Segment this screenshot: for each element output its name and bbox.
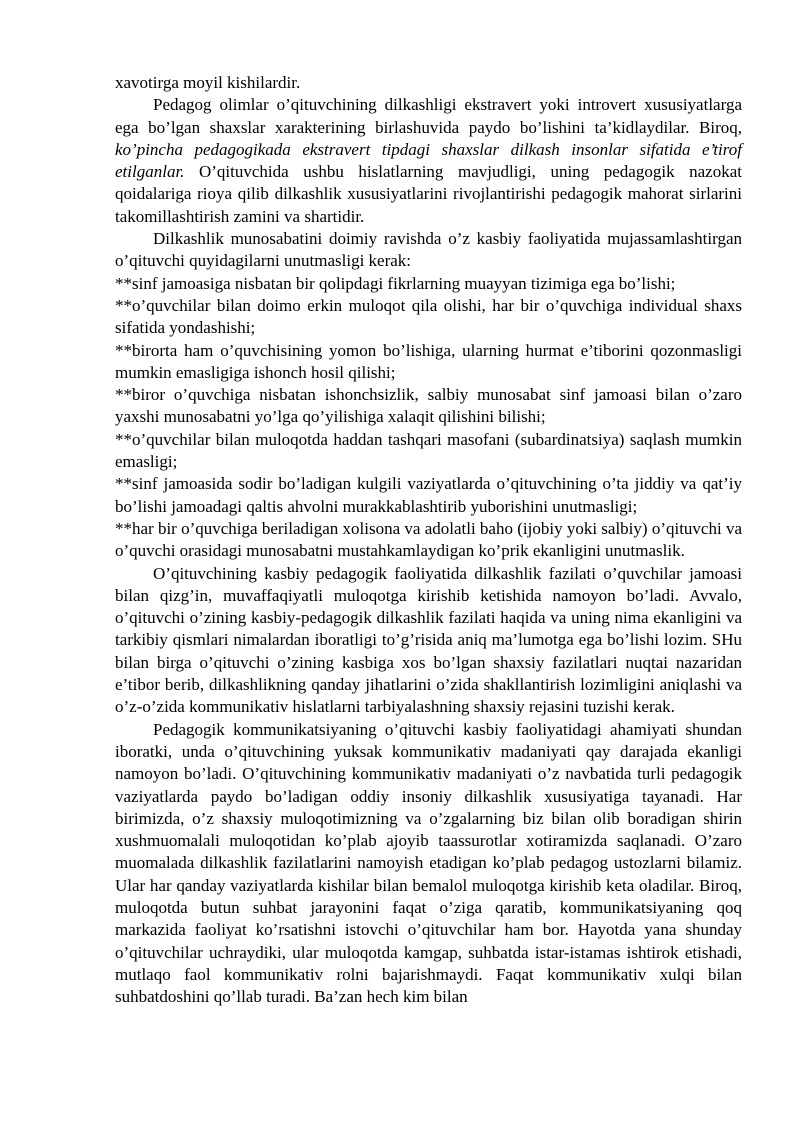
document-page <box>115 72 742 1008</box>
list-item: **har bir o’quvchiga beriladigan xolisona va adolatli baho (ijobiy yoki salbiy) o’qituvchi va o’quvchi orasidagi munosabatni mustahkamlaydigan ko’prik ekanligini unutmaslik. <box>115 518 742 561</box>
paragraph-introvert-extravert <box>115 94 742 228</box>
list-item: **o’quvchilar bilan muloqotda haddan tashqari masofani (subardinatsiya) saqlash mumkin emasligi; <box>115 429 742 472</box>
paragraph-dilkashlik-fazilati: O’qituvchining kasbiy pedagogik faoliyatida dilkashlik fazilati o’quvchilar jamoasi bilan qizg’in, muvaffaqiyatli muloqotga kirishib ketishida namoyon bo’ladi. Avvalo, o’qituvchi o’zining kasbiy-pedagogik dilkashlik fazilati haqida va uning nima ekanligini va tarkibiy qismlari nimalardan iboratligi to’g’risida aniq ma’lumotga ega bo’lishi lozim. SHu bilan birga o’qituvchi o’zining kasbiga xos bo’lgan shaxsiy fazilatlari nuqtai nazaridan e’tibor berib, dilkashlikning qanday jihatlarini o’zida shakllantirish lozimligini aniqlashi va o’z-o’zida kommunikativ hislatlarni tarbiyalashning shaxsiy rejasini tuzishi kerak. <box>115 563 742 717</box>
paragraph-text: Pedagog olimlar o’qituvchining dilkashligi ekstravert yoki introvert xususiyatlarga ega bo’lgan shaxslar xarakterining birlashuvida paydo bo’lishini ta’kidlaydilar. Biroq, <box>115 95 742 137</box>
list-item: **o’quvchilar bilan doimo erkin muloqot qila olishi, har bir o’quvchiga individual shaxs sifatida yondashishi; <box>115 295 742 338</box>
paragraph-list-intro: Dilkashlik munosabatini doimiy ravishda o’z kasbiy faoliyatida mujassamlashtirgan o’qituvchi quyidagilarni unutmasligi kerak: <box>115 229 742 271</box>
list-item: **sinf jamoasida sodir bo’ladigan kulgili vaziyatlarda o’qituvchining o’ta jiddiy va qat’iy bo’lishi jamoadagi qaltis ahvolni murakkablashtirib yuborishini unutmasligi; <box>115 474 742 516</box>
italic-emphasis: ko’pincha pedagogikada ekstravert tipdagi shaxslar dilkash insonlar sifatida e’tirof etilganlar. <box>115 139 742 182</box>
paragraph-pedagogik-kommunikatsiya: Pedagogik kommunikatsiyaning o’qituvchi kasbiy faoliyatidagi ahamiyati shundan iboratki, unda o’qituvchining yuksak kommunikativ madaniyati qay darajada ekanligi namoyon bo’ladi. O’qituvchining kommunikativ madaniyati o’z navbatida turli pedagogik vaziyatlarda paydo bo’ladigan oddiy insoniy dilkashlik xususiyatiga tayanadi. Har birimizda, o’z shaxsiy muloqotimizning va o’zgalarning biz bilan olib boradigan shirin xushmuomalali muloqotidan ko’plab ajoyib taassurotlar xotiramizda saqlanadi. O’zaro muomalada dilkashlik fazilatlarini namoyish etadigan ko’plab pedagog ustozlarni bilamiz. Ular har qanday vaziyatlarda kishilar bilan bemalol muloqotga kirishib keta oladilar. Biroq, muloqotda butun suhbat jarayonini faqat o’ziga qaratib, kommunikatsiyaning qoq markazida faoliyat ko’rsatishni istovchi o’qituvchilar ham bor. Hayotda yana shunday o’qituvchilar uchraydiki, ular muloqotda kamgap, suhbatda istar-istamas ishtirok etishadi, mutlaqo faol kommunikativ rolni bajarishmaydi. Faqat kommunikativ xulqi bilan suhbatdoshini qo’llab turadi. Ba’zan hech kim bilan <box>115 719 742 1007</box>
list-item: **birorta ham o’quvchisining yomon bo’lishiga, ularning hurmat e’tiborini qozonmasligi mumkin emasligiga ishonch hosil qilishi; <box>115 340 742 382</box>
paragraph-text: O’qituvchida ushbu hislatlarning mavjudligi, uning pedagogik nazokat qoidalariga rioya qilib dilkashlik xususiyatlarini rivojlantirishi pedagogik mahorat sirlarini takomillashtirish zamini va shartidir. <box>115 162 742 226</box>
list-item: **biror o’quvchiga nisbatan ishonchsizlik, salbiy munosabat sinf jamoasi bilan o’zaro yaxshi munosabatni yo’lga qo’yilishiga xalaqit qilishini bilishi; <box>115 385 742 427</box>
paragraph-continuation: xavotirga moyil kishilardir. <box>115 73 301 92</box>
list-item: **sinf jamoasiga nisbatan bir qolipdagi fikrlarning muayyan tizimiga ega bo’lishi; <box>115 273 676 293</box>
